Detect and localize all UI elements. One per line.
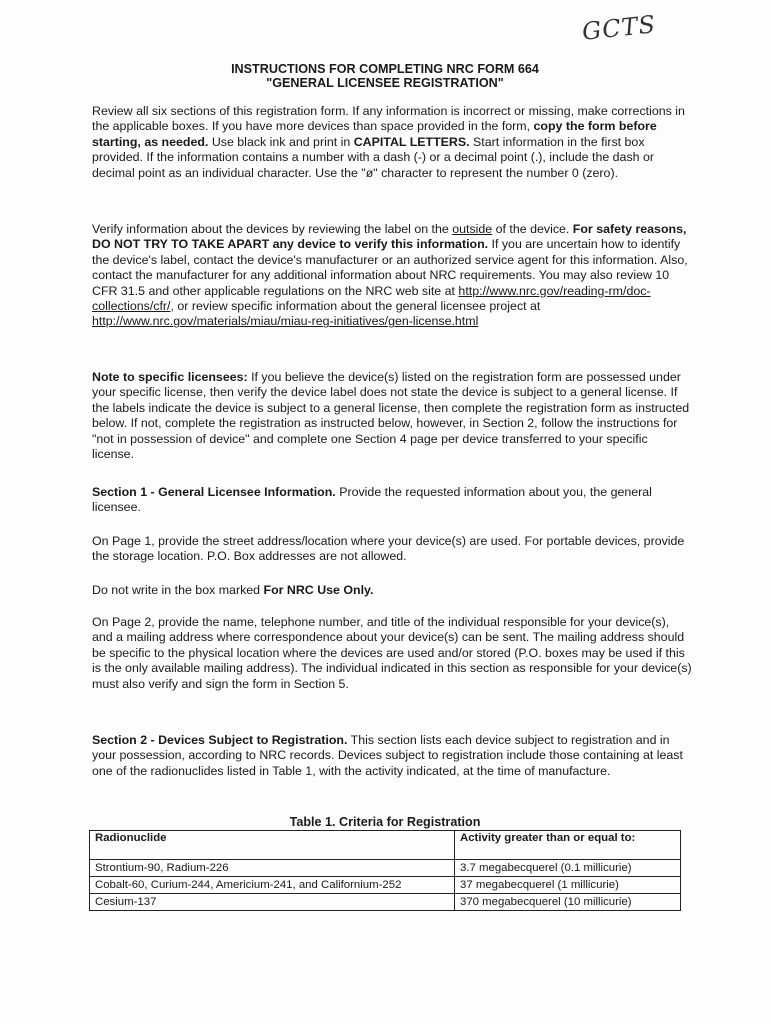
table-row — [90, 877, 681, 894]
section1-heading-paragraph: Section 1 - General Licensee Information. Provide the requested information about you, the general licensee. — [92, 485, 652, 515]
table-header-cell: Activity greater than or equal to: — [455, 831, 681, 860]
table-row — [90, 894, 681, 911]
criteria-table — [89, 830, 681, 911]
table-cell: 3.7 megabecquerel (0.1 millicurie) — [455, 860, 681, 877]
intro-paragraph: Review all six sections of this registration form. If any information is incorrect or missing, make corrections in the applicable boxes. If you have more devices than space provided in the form, copy the form before starting, as needed. Use black ink and print in CAPITAL LETTERS. Start information in the first box provided. If the information contains a number with a dash (-) or a decimal point (.), include the dash or decimal point as an individual character. Use the "ø" character to represent the number 0 (zero). — [92, 104, 685, 180]
table-row — [90, 860, 681, 877]
table-cell: Cesium-137 — [90, 894, 455, 911]
table-cell: Cobalt-60, Curium-244, Americium-241, and Californium-252 — [90, 877, 455, 894]
table-header-cell: Radionuclide — [90, 831, 455, 860]
page2-instructions: On Page 2, provide the name, telephone number, and title of the individual responsible for your device(s), and a mailing address where correspondence about your device(s) can be sent. The mailing address should be specific to the physical location where the devices are used and/or stored (P.O. boxes may be used if this is the only available mailing address). The individual indicated in this section as responsible for your device(s) must also verify and sign the form in Section 5. — [92, 615, 692, 691]
nrc-use-only-note: Do not write in the box marked For NRC Use Only. — [92, 583, 374, 597]
cfr-link[interactable]: http://www.nrc.gov/reading-rm/doc-collections/cfr/ — [92, 283, 651, 314]
table-cell: Strontium-90, Radium-226 — [90, 860, 455, 877]
table-cell: 370 megabecquerel (10 millicurie) — [455, 894, 681, 911]
specific-licensees-note: Note to specific licensees: If you believe the device(s) listed on the registration form are possessed under your specific license, then verify the device label does not state the device is subject to a general license. If the labels indicate the device is subject to a general license, then complete the registration form as instructed below. If not, complete the registration as instructed below, however, in Section 2, follow the instructions for "not in possession of device" and complete one Section 4 page per device transferred to your specific license. — [92, 370, 690, 462]
gen-license-link[interactable]: http://www.nrc.gov/materials/miau/miau-reg-initiatives/gen-license.html — [92, 314, 479, 329]
document-subtitle: "GENERAL LICENSEE REGISTRATION" — [266, 76, 504, 90]
table-caption: Table 1. Criteria for Registration — [289, 815, 481, 829]
table-header-row — [90, 831, 681, 860]
page1-instructions: On Page 1, provide the street address/location where your device(s) are used. For portable devices, provide the storage location. P.O. Box addresses are not allowed. — [92, 534, 685, 564]
table-cell: 37 megabecquerel (1 millicurie) — [455, 877, 681, 894]
verify-paragraph: Verify information about the devices by reviewing the label on the outside of the device. For safety reasons, DO NOT TRY TO TAKE APART any device to verify this information. If you are uncertain how to identify the device's label, contact the device's manufacturer or an authorized service agent for this information. Also, contact the manufacturer for any additional information about NRC requirements. You may also review 10 CFR 31.5 and other applicable regulations on the NRC web site at http://www.nrc.gov/reading-rm/doc-collections/cfr/, or review specific information about the general licensee project at http://www.nrc.gov/materials/miau/miau-reg-initiatives/gen-license.html — [92, 222, 688, 329]
document-title: INSTRUCTIONS FOR COMPLETING NRC FORM 664 — [231, 62, 539, 76]
handwritten-note: GCTS — [580, 10, 658, 46]
section2-heading-paragraph: Section 2 - Devices Subject to Registration. This section lists each device subject to registration and in your possession, according to NRC records. Devices subject to registration include those containing at least one of the radionuclides listed in Table 1, with the activity indicated, at the time of manufacture. — [92, 733, 683, 778]
